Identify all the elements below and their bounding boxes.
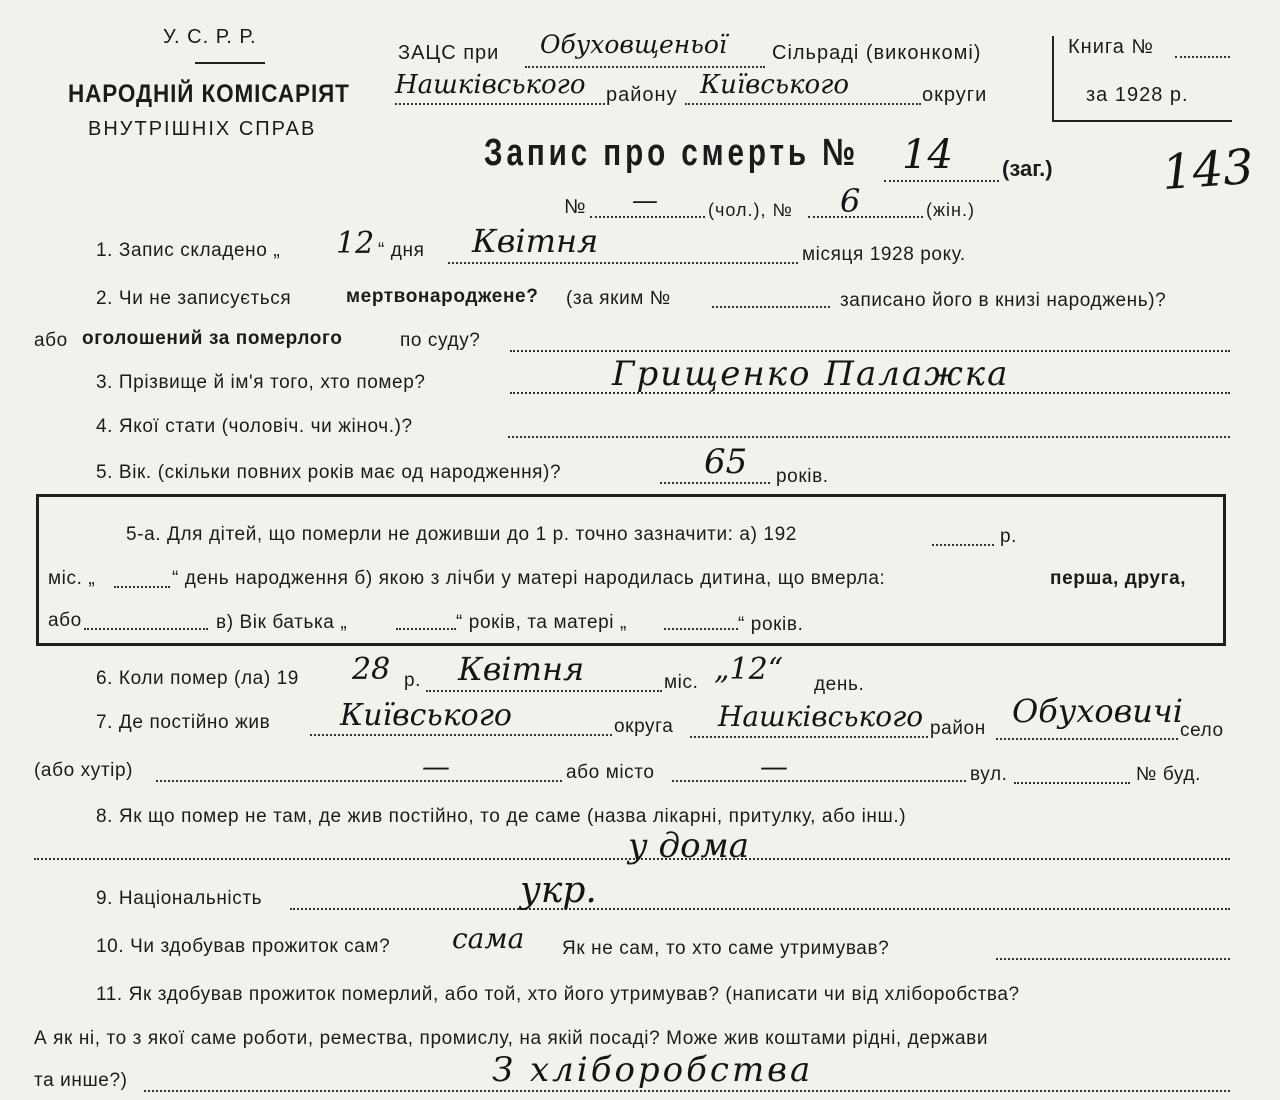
field5a-line1-suffix: р. [1000,526,1018,547]
women-number-line [808,216,923,218]
rayon-label: району [606,84,678,106]
commissariat-label: НАРОДНІЙ КОМІСАРІЯТ [68,80,350,108]
field2-label-b: (за яким № [566,288,671,309]
field5a-other-line [84,628,208,630]
field7-khutir-dash: — [422,750,450,783]
field11-line3: та инше?) [34,1070,128,1091]
field2-stillborn: мертвонароджене? [346,286,539,307]
field1-month-line [448,262,798,264]
field7-okruga-handwriting: Київського [340,698,512,733]
field9-nationality-line [290,908,1230,910]
field2-label-a: 2. Чи не записується [96,288,292,309]
field2-court-line [510,350,1230,352]
field1-label-c: місяця 1928 року. [802,244,966,265]
field7-label-f: або місто [566,762,655,783]
field5a-mother-age-line [664,628,738,630]
field1-day-handwriting: 12 [336,226,375,261]
field1-month-handwriting: Квітня [472,222,599,260]
zag-label: (заг.) [1002,156,1053,181]
men-number-line [590,216,705,218]
field5a-line1: 5-а. Для дітей, що померли не доживши до 1 р. точно зазначити: а) 192 [126,524,797,545]
field9-label: 9. Національність [96,888,263,909]
record-number-handwriting: 14 [902,132,953,178]
book-box-left [1052,36,1054,122]
field7-label-e: (або хутір) [34,760,134,781]
field5-years: років. [776,466,829,487]
field5a-line2-b: “ день народження б) якою з лічби у матері народилась дитина, що вмерла: [172,568,886,589]
field4-sex-line [508,436,1230,438]
rayon-handwriting: Нашківського [395,70,586,100]
field2-label-e: по суду? [400,330,481,351]
field7-rayon-handwriting: Нашківського [718,700,924,733]
field5a-month-line [114,586,170,588]
zags-suffix: Сільраді (виконкомі) [772,42,982,64]
okruga-handwriting: Київського [700,70,850,100]
women-number-handwriting: 6 [840,182,861,220]
field3-label: 3. Прізвище й ім'я того, хто помер? [96,372,426,393]
women-label: (жін.) [926,200,975,220]
field5a-line3-a: або [48,610,82,631]
field6-day-handwriting: „12“ [714,652,784,687]
field5-age-handwriting: 65 [704,442,748,482]
rayon-line [395,103,605,105]
record-title: Запис про смерть № [484,132,860,174]
field7-street-line [1014,782,1130,784]
field7-city-line [672,780,966,782]
no-label: № [564,196,586,218]
field1-label-a: 1. Запис складено „ [96,240,281,261]
field7-label-c: район [930,718,986,739]
field7-khutir-line [156,780,562,782]
okruga-label: округи [922,84,988,106]
field1-label-b: “ дня [378,240,425,261]
field7-okruga-line [310,734,612,736]
field5a-year-line [932,544,994,546]
field6-label-d: день. [814,674,865,695]
field6-label-a: 6. Коли помер (ла) 19 [96,668,299,689]
corner-number-handwriting: 143 [1160,138,1256,202]
field7-label-a: 7. Де постійно жив [96,712,271,733]
field5a-birth-order: перша, друга, [1050,568,1187,589]
book-number-line [1175,56,1230,58]
field2-label-d: або [34,330,68,351]
field2-birth-no-line [712,306,830,308]
field7-village-line [996,738,1178,740]
book-box-bottom [1052,120,1232,122]
field10-label-b: Як не сам, то хто саме утримував? [562,938,890,959]
ussr-label: У. С. Р. Р. [163,26,257,48]
field5-label: 5. Вік. (скільки повних років має од народження)? [96,462,562,483]
book-label: Книга № [1068,36,1154,58]
field6-month-handwriting: Квітня [458,650,585,688]
field3-name-handwriting: Грищенко Палажка [612,354,1010,394]
field7-rayon-line [690,736,928,738]
field7-label-d: село [1180,720,1224,741]
field6-label-c: міс. [664,672,699,693]
record-number-line [884,180,999,182]
zags-prefix: ЗАЦС при [398,42,500,64]
field11-occupation-handwriting: З хліборобства [492,1050,814,1090]
field5a-father-age-line [396,628,456,630]
okruga-line [685,103,921,105]
field5a-line3-d: “ років. [738,614,804,635]
book-year: за 1928 р. [1086,84,1189,106]
men-number-handwriting: — [632,186,658,216]
header-divider [195,62,265,64]
field10-supporter-line [996,958,1230,960]
field7-village-handwriting: Обуховичі [1012,692,1184,730]
field11-line1: 11. Як здобував прожиток померлий, або той, хто його утримував? (написати чи від хліборобства? [96,984,1020,1005]
field6-month-line [426,690,662,692]
field8-place-handwriting: у дома [628,826,750,866]
field4-label: 4. Якої стати (чоловіч. чи жіноч.)? [96,416,413,437]
field5-age-line [660,482,770,484]
field11-line2: А як ні, то з якої саме роботи, ремества, промислу, на якій посаді? Може жив коштами рідні, держави [34,1028,989,1049]
zags-village-handwriting: Обуховщеньої [540,30,727,59]
men-label: (чол.), № [708,200,793,220]
field7-label-b: округа [614,716,674,737]
field7-label-h: № буд. [1136,764,1201,785]
field6-label-b: р. [404,670,422,691]
field2-label-c: записано його в книзі народжень)? [840,290,1167,311]
field7-city-dash: — [760,750,788,783]
field5a-line3-b: в) Вік батька „ [216,612,348,633]
field9-nationality-handwriting: укр. [520,870,597,911]
field6-year-handwriting: 28 [352,652,391,687]
field11-occupation-line [144,1090,1230,1092]
field10-self-handwriting: сама [452,922,525,955]
field8-label: 8. Як що помер не там, де жив постійно, то де саме (назва лікарні, притулку, або інш.) [96,806,907,827]
internal-affairs-label: ВНУТРІШНІХ СПРАВ [88,118,317,140]
field2-declared-dead: оголошений за померлого [82,328,343,349]
field5a-line2-a: міс. „ [48,568,96,589]
field5a-line3-c: “ років, та матері „ [456,612,627,633]
field10-label-a: 10. Чи здобував прожиток сам? [96,936,391,957]
zags-village-line [525,66,765,68]
field7-label-g: вул. [970,764,1008,785]
